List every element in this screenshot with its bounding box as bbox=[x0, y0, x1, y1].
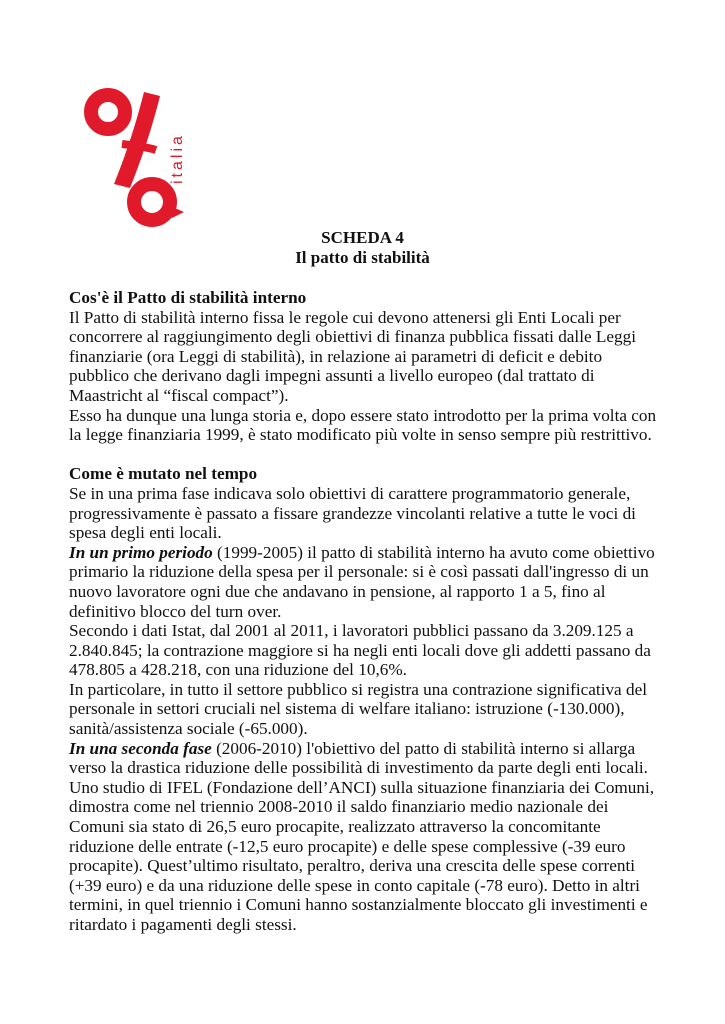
paragraph bbox=[69, 543, 659, 621]
paragraph: In particolare, in tutto il settore pubblico si registra una contrazione significativa del personale in settori cruciali nel sistema di welfare italiano: istruzione (-130.000), sanità/assistenza sociale (-65.000). bbox=[69, 679, 647, 739]
paragraph: Il Patto di stabilità interno fissa le regole cui devono attenersi gli Enti Locali per concorrere al raggiungimento degli obiettivi di finanza pubblica fissati dalle Leggi finanziarie (ora Leggi di stabilità), in relazione ai parametri di deficit e debito pubblico che derivano dagli impegni assunti a livello europeo (dal trattato di Maastricht al “fiscal compact”). bbox=[69, 307, 636, 405]
document-subtitle: Il patto di stabilità bbox=[295, 248, 430, 267]
paragraph: Secondo i dati Istat, dal 2001 al 2011, i lavoratori pubblici passano da 3.209.125 a 2.840.845; la contrazione maggiore si ha negli enti locali dove gli addetti passano da 478.805 a 428.218, con una riduzione del 10,6%. bbox=[69, 621, 651, 680]
paragraph: Esso ha dunque una lunga storia e, dopo essere stato introdotto per la prima volta con la legge finanziaria 1999, è stato modificato più volte in senso sempre più restrittivo. bbox=[69, 405, 657, 445]
paragraph: Uno studio di IFEL (Fondazione dell’ANCI) sulla situazione finanziaria dei Comuni, dimostra come nel triennio 2008-2010 il saldo finanziario medio nazionale dei Comuni sia stato di 26,5 euro procapite, realizzato attraverso la concomitante riduzione delle entrate (-12,5 euro procapite) e delle spese complessive (-39 euro procapite). Quest’ultimo risultato, peraltro, deriva una crescita delle spese correnti (+39 euro) e da una riduzione delle spese in conto capitale (-78 euro). Detto in altri termini, in quel triennio i Comuni hanno sostanzialmente bloccato gli investimenti e ritardato i pagamenti degli stessi. bbox=[69, 777, 655, 934]
paragraph bbox=[69, 739, 659, 778]
section-heading-cos-e: Cos'è il Patto di stabilità interno bbox=[69, 288, 307, 307]
section-heading-come-mutato: Come è mutato nel tempo bbox=[69, 464, 258, 484]
paragraph-text: (1999-2005) il patto di stabilità interno ha avuto come obiettivo primario la riduzione della spesa per il personale: si è così passati dall'ingresso di un nuovo lavoratore ogni due che andavano in pensione, al rapporto 1 a 5, fino al definitivo blocco del turn over. bbox=[69, 542, 655, 621]
document-title: SCHEDA 4 bbox=[321, 228, 404, 247]
spacer bbox=[69, 445, 659, 465]
document-body bbox=[69, 288, 659, 935]
svg-text:italia: italia bbox=[169, 133, 186, 184]
percent-logo-icon bbox=[84, 84, 194, 230]
paragraph-text: (2006-2010) l'obiettivo del patto di stabilità interno si allarga verso la drastica riduzione delle possibilità di investimento da parte degli enti locali. bbox=[69, 738, 648, 778]
emphasis-lead: In un primo periodo bbox=[69, 542, 213, 562]
paragraph: Se in una prima fase indicava solo obiettivi di carattere programmatorio generale, progressivamente è passato a fissare grandezze vincolanti relative a tutte le voci di spesa degli enti locali. bbox=[69, 483, 636, 543]
emphasis-lead: In una seconda fase bbox=[69, 738, 212, 758]
percent-italia-logo bbox=[84, 84, 194, 230]
